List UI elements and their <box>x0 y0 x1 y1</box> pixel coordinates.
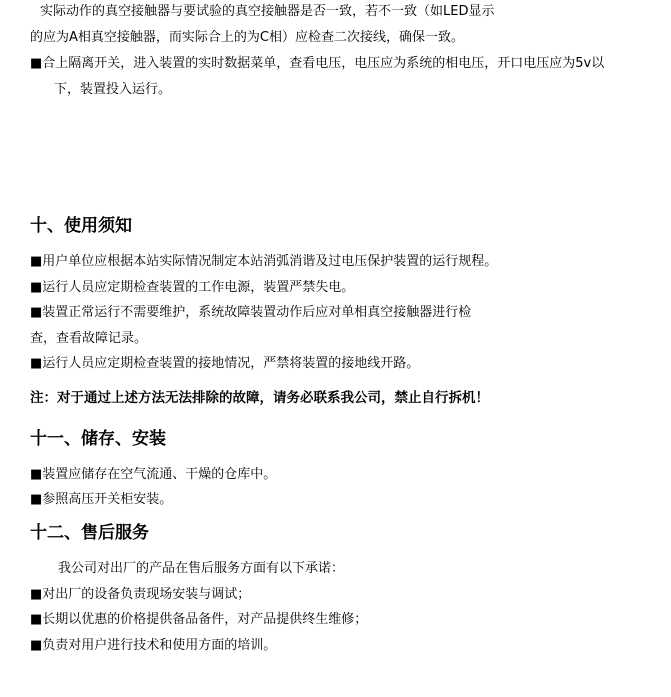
section-12-item-3: ■负责对用户进行技术和使用方面的培训。 <box>30 638 277 653</box>
section-10-item-1: ■用户单位应根据本站实际情况制定本站消弧消谐及过电压保护装置的运行规程。 <box>30 254 498 269</box>
section-10-note: 注：对于通过上述方法无法排除的故障，请务必联系我公司，禁止自行拆机！ <box>30 390 489 406</box>
section-10-item-3a: ■装置正常运行不需要维护，系统故障装置动作后应对单相真空接触器进行检 <box>30 305 472 320</box>
section-12-item-2: ■长期以优惠的价格提供备品备件，对产品提供终生维修； <box>30 612 368 627</box>
top-line-3: ■合上隔离开关，进入装置的实时数据菜单，查看电压，电压应为系统的相电压，开口电压应为5v以 <box>30 56 605 71</box>
section-10-item-2: ■运行人员应定期检查装置的工作电源，装置严禁失电。 <box>30 280 355 295</box>
top-line-4: 下，装置投入运行。 <box>54 82 172 97</box>
section-10-item-4: ■运行人员应定期检查装置的接地情况，严禁将装置的接地线开路。 <box>30 356 420 371</box>
section-12-title: 十二、售后服务 <box>30 523 149 543</box>
section-10-item-3b: 查，查看故障记录。 <box>30 331 148 346</box>
section-11-title: 十一、储存、安装 <box>30 429 166 449</box>
section-12-intro: 我公司对出厂的产品在售后服务方面有以下承诺： <box>58 561 345 576</box>
section-11-item-1: ■装置应储存在空气流通、干燥的仓库中。 <box>30 467 277 482</box>
section-11-item-2: ■参照高压开关柜安装。 <box>30 492 173 507</box>
top-line-2: 的应为A相真空接触器，而实际合上的为C相）应检查二次接线，确保一致。 <box>30 30 464 45</box>
section-10-title: 十、使用须知 <box>30 216 132 236</box>
section-12-item-1: ■对出厂的设备负责现场安装与调试； <box>30 587 251 602</box>
top-line-1: 实际动作的真空接触器与要试验的真空接触器是否一致，若不一致（如LED显示 <box>40 4 495 19</box>
